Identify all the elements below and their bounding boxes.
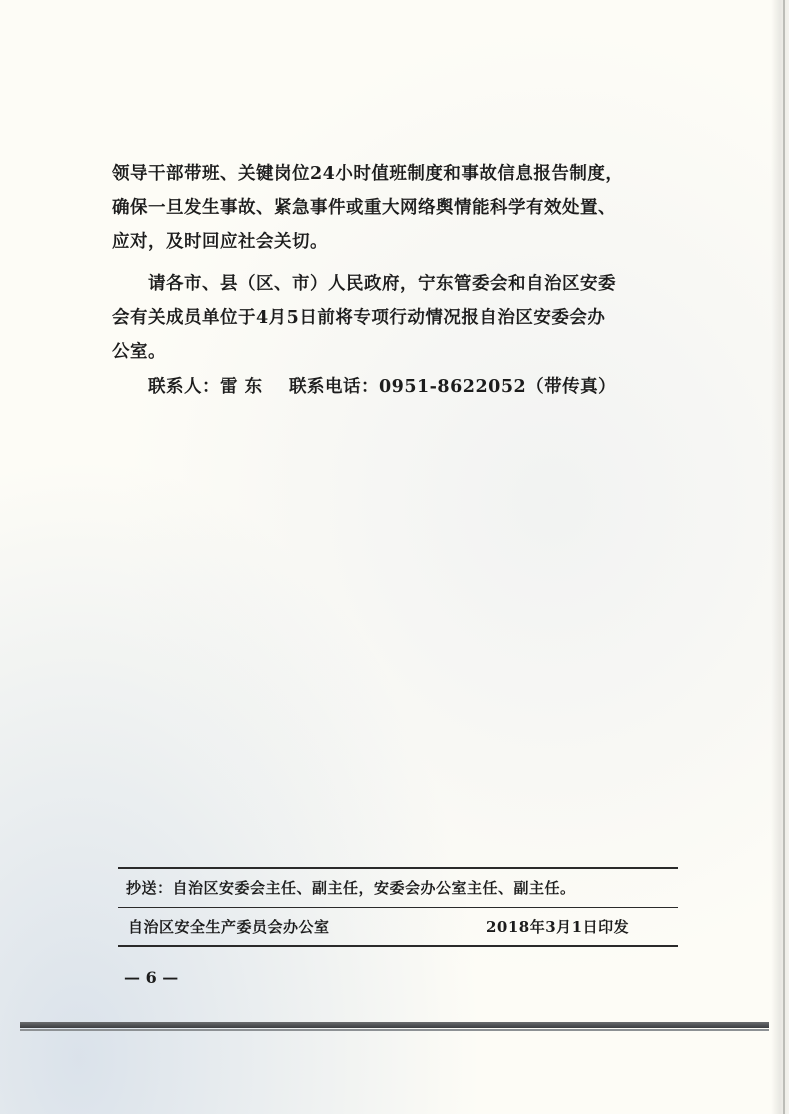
contact-line: 联系人：雷 东 联系电话：0951-8622052（带传真）	[148, 377, 617, 397]
paragraph-report-request	[112, 267, 692, 369]
contact-info	[112, 370, 728, 404]
issuer-name: 自治区安全生产委员会办公室	[128, 918, 330, 936]
text-line: 公室。	[112, 342, 166, 362]
paragraph-duty-system	[112, 157, 692, 259]
footer-rule-bottom	[118, 945, 678, 947]
text-line: 确保一旦发生事故、紧急事件或重大网络舆情能科学有效处置、	[112, 198, 616, 218]
text-line: 会有关成员单位于4月5日前将专项行动情况报自治区安委会办	[112, 308, 606, 328]
scan-edge	[771, 0, 789, 1114]
cc-line: 抄送：自治区安委会主任、副主任，安委会办公室主任、副主任。	[126, 879, 576, 897]
scan-bottom-line	[20, 1029, 769, 1031]
scan-edge-line	[783, 0, 785, 1114]
footer-rule-top	[118, 867, 678, 869]
page-number: — 6 —	[124, 968, 179, 987]
text-line: 领导干部带班、关键岗位24小时值班制度和事故信息报告制度，	[112, 164, 624, 184]
scan-bottom-band	[20, 1022, 769, 1028]
footer-rule-middle	[118, 907, 678, 908]
issue-date: 2018年3月1日印发	[486, 918, 630, 936]
text-line: 应对，及时回应社会关切。	[112, 232, 328, 252]
text-line: 请各市、县（区、市）人民政府，宁东管委会和自治区安委	[148, 274, 616, 294]
